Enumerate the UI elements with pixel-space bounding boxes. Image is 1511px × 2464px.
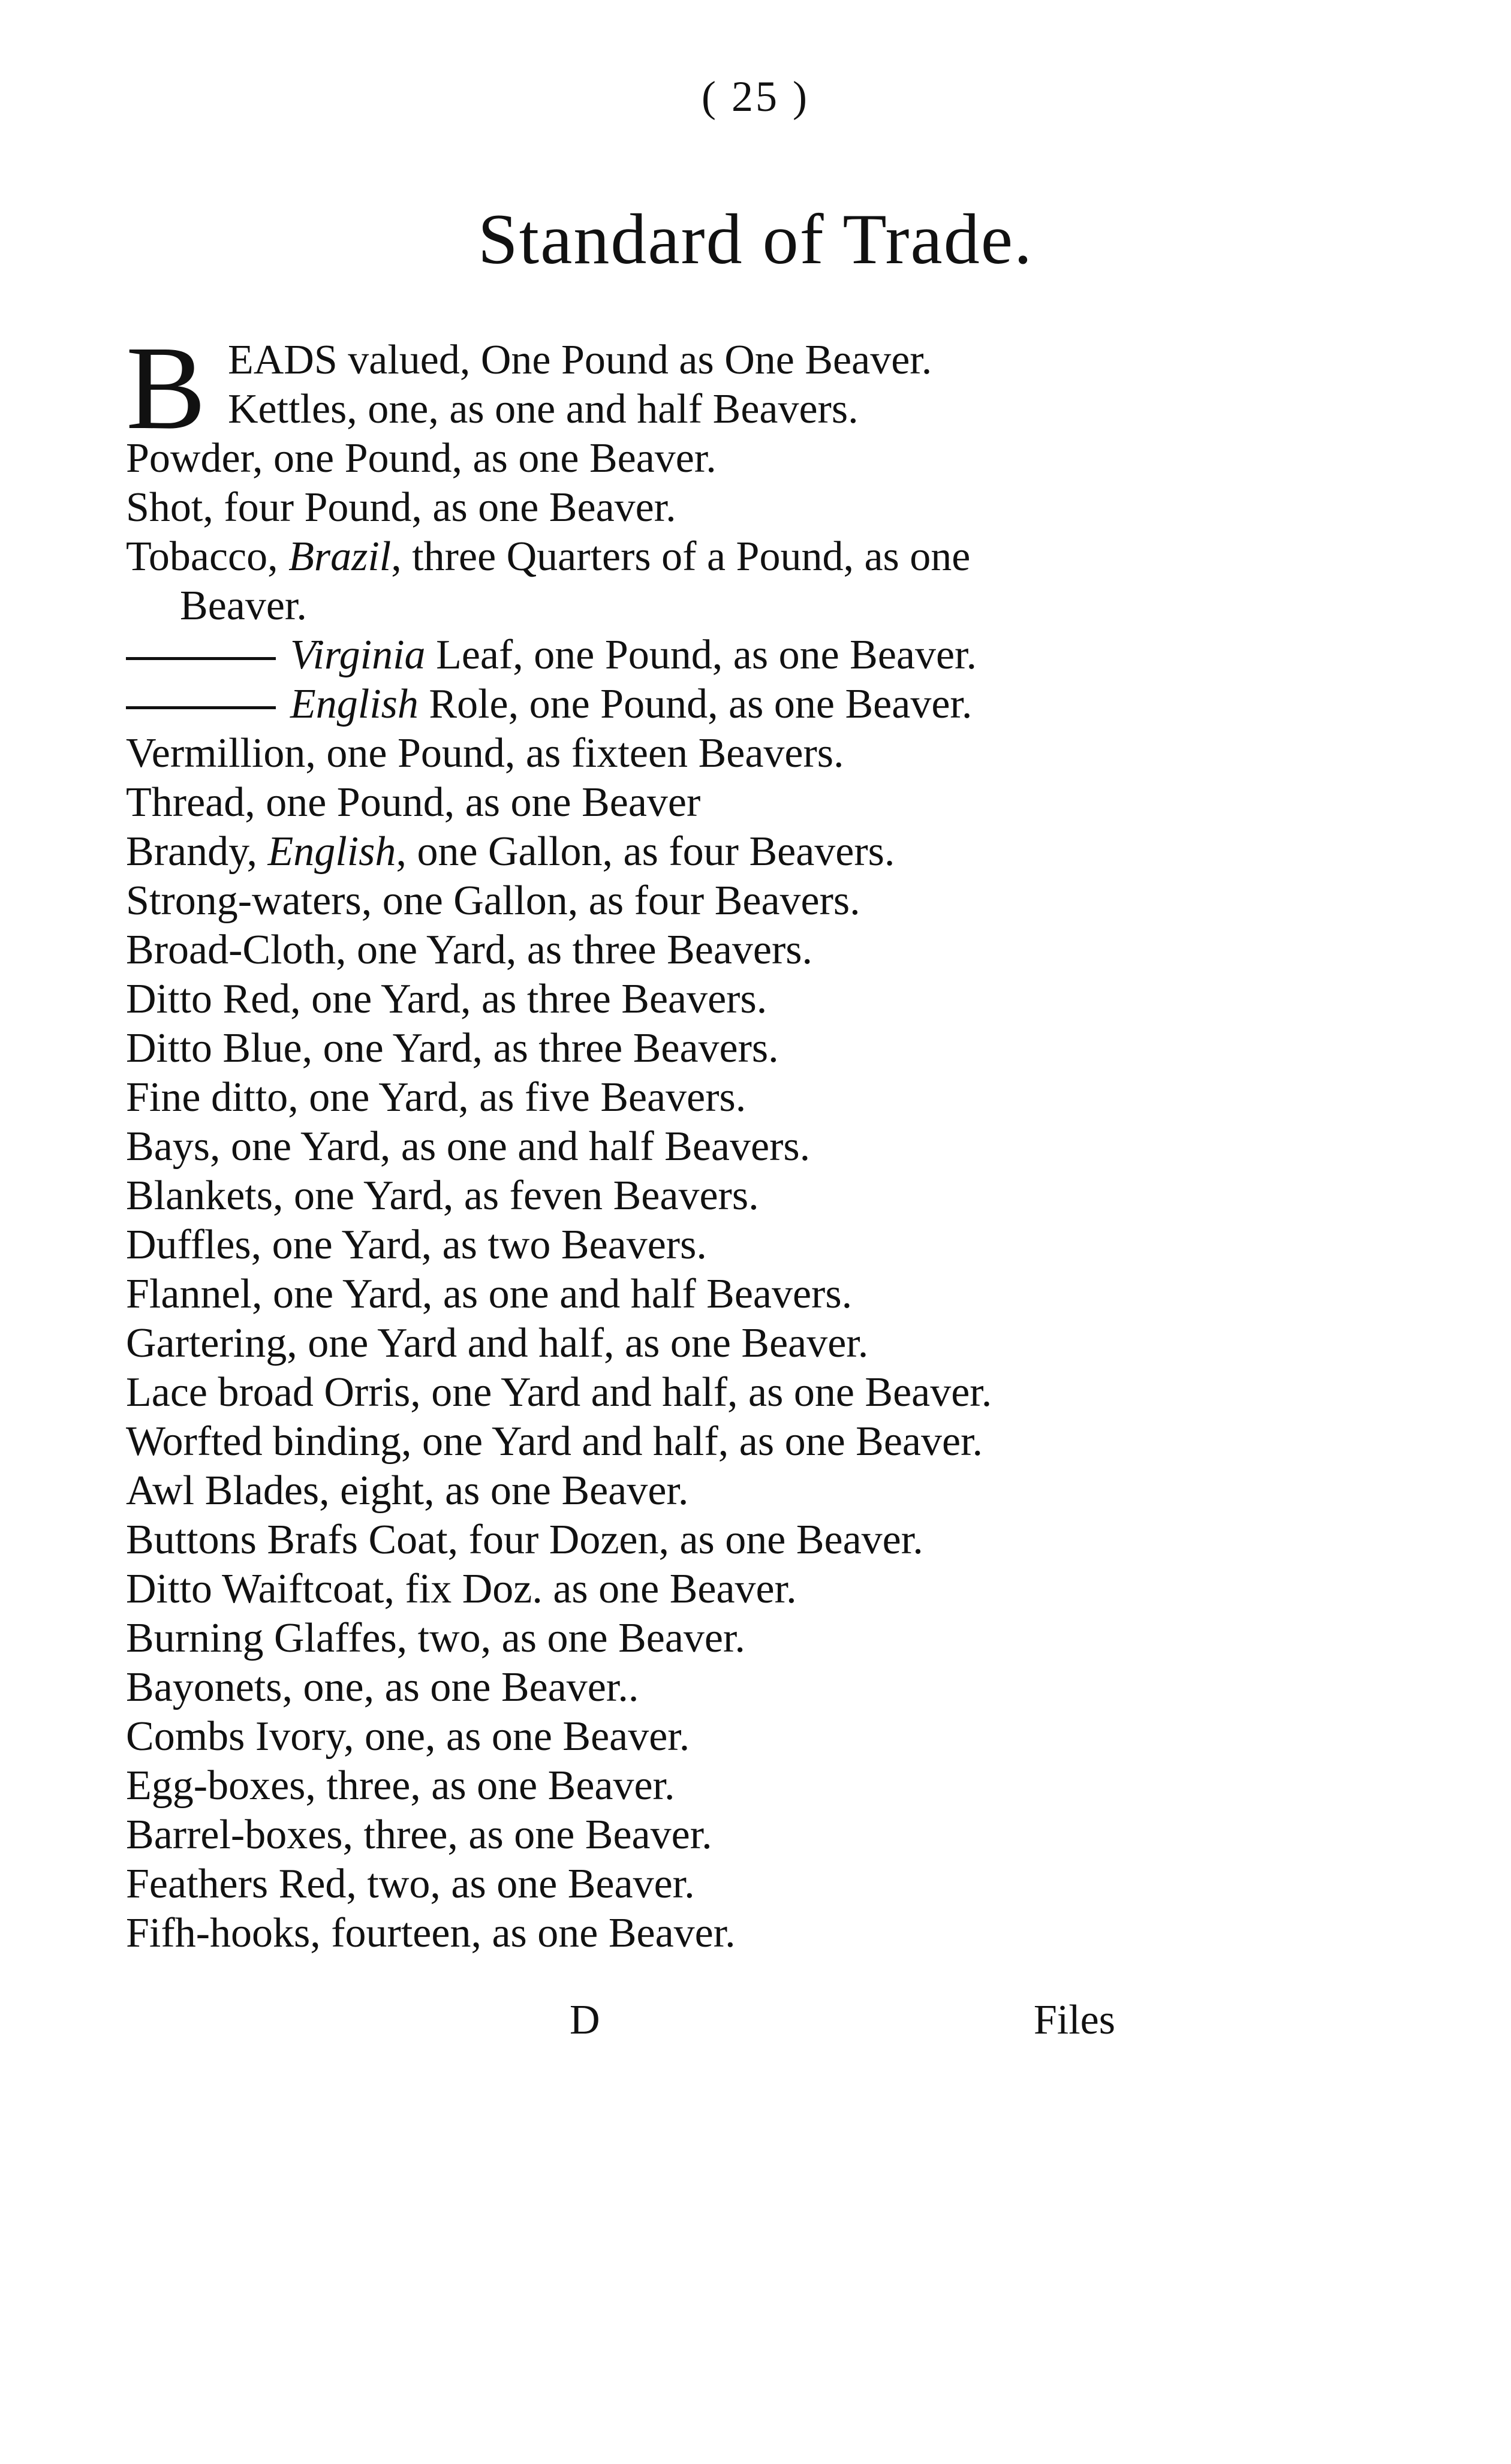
italic-term: Brazil <box>288 534 392 580</box>
italic-term: Virginia <box>290 632 426 678</box>
list-line: Blankets, one Yard, as feven Beavers. <box>126 1173 759 1219</box>
ditto-dash <box>126 706 276 709</box>
list-line-text: Brandy, <box>126 829 268 875</box>
trade-list <box>126 322 1385 1958</box>
list-line-text: EADS valued, One Pound as One Beaver. <box>228 337 932 383</box>
list-line: Worfted binding, one Yard and half, as one Beaver. <box>126 1418 983 1465</box>
list-line-text: Role, one Pound, as one Beaver. <box>418 681 973 727</box>
list-line: Barrel-boxes, three, as one Beaver. <box>126 1812 712 1858</box>
list-line: Ditto Waiftcoat, fix Doz. as one Beaver. <box>126 1566 797 1612</box>
italic-term: English <box>290 681 419 727</box>
list-line-text: Leaf, one Pound, as one Beaver. <box>425 632 977 678</box>
list-line: Powder, one Pound, as one Beaver. <box>126 435 717 481</box>
list-line: Fine ditto, one Yard, as five Beavers. <box>126 1074 747 1120</box>
list-line-kettles: Kettles, one, as one and half Beavers. <box>228 386 859 432</box>
drop-cap: B <box>126 322 206 454</box>
list-group <box>126 876 1385 1958</box>
list-line: Egg-boxes, three, as one Beaver. <box>126 1763 675 1809</box>
list-line: Feathers Red, two, as one Beaver. <box>126 1861 695 1907</box>
list-line: Bays, one Yard, as one and half Beavers. <box>126 1123 811 1170</box>
list-line: Thread, one Pound, as one Beaver <box>126 779 701 826</box>
list-line: Ditto Red, one Yard, as three Beavers. <box>126 976 767 1022</box>
list-line: Fifh-hooks, fourteen, as one Beaver. <box>126 1910 736 1956</box>
list-line-text: Tobacco, <box>126 534 289 580</box>
list-line: Combs Ivory, one, as one Beaver. <box>126 1713 690 1760</box>
list-line-english-role <box>126 680 1385 729</box>
list-line: Vermillion, one Pound, as fixteen Beavers. <box>126 730 844 776</box>
list-line: Lace broad Orris, one Yard and half, as one Beaver. <box>126 1369 992 1415</box>
list-line: Strong-waters, one Gallon, as four Beavers. <box>126 878 860 924</box>
list-line: Burning Glaffes, two, as one Beaver. <box>126 1615 745 1661</box>
list-line-brandy <box>126 827 1385 876</box>
list-line: Bayonets, one, as one Beaver.. <box>126 1664 639 1710</box>
list-line: Gartering, one Yard and half, as one Beaver. <box>126 1320 869 1366</box>
list-line: Buttons Brafs Coat, four Dozen, as one Beaver. <box>126 1517 923 1563</box>
page-footer <box>126 1996 1115 2050</box>
ditto-dash <box>126 657 276 660</box>
page-number: ( 25 ) <box>702 73 809 121</box>
list-line-tobacco <box>126 532 1385 582</box>
list-line-continuation: Beaver. <box>180 583 307 629</box>
list-line-text: , three Quarters of a Pound, as one <box>391 534 971 580</box>
list-line: Shot, four Pound, as one Beaver. <box>126 484 676 531</box>
italic-term: English <box>267 829 396 875</box>
catchword: Files <box>1033 1997 1115 2043</box>
signature-mark: D <box>570 1997 600 2043</box>
list-line: Broad-Cloth, one Yard, as three Beavers. <box>126 927 813 973</box>
list-line-text: , one Gallon, as four Beavers. <box>396 829 895 875</box>
list-line-virginia <box>126 631 1385 680</box>
list-line: Ditto Blue, one Yard, as three Beavers. <box>126 1025 779 1071</box>
list-line: Awl Blades, eight, as one Beaver. <box>126 1468 689 1514</box>
page-title: Standard of Trade. <box>478 199 1033 279</box>
list-line: Duffles, one Yard, as two Beavers. <box>126 1222 707 1268</box>
list-line: Flannel, one Yard, as one and half Beavers. <box>126 1271 853 1317</box>
